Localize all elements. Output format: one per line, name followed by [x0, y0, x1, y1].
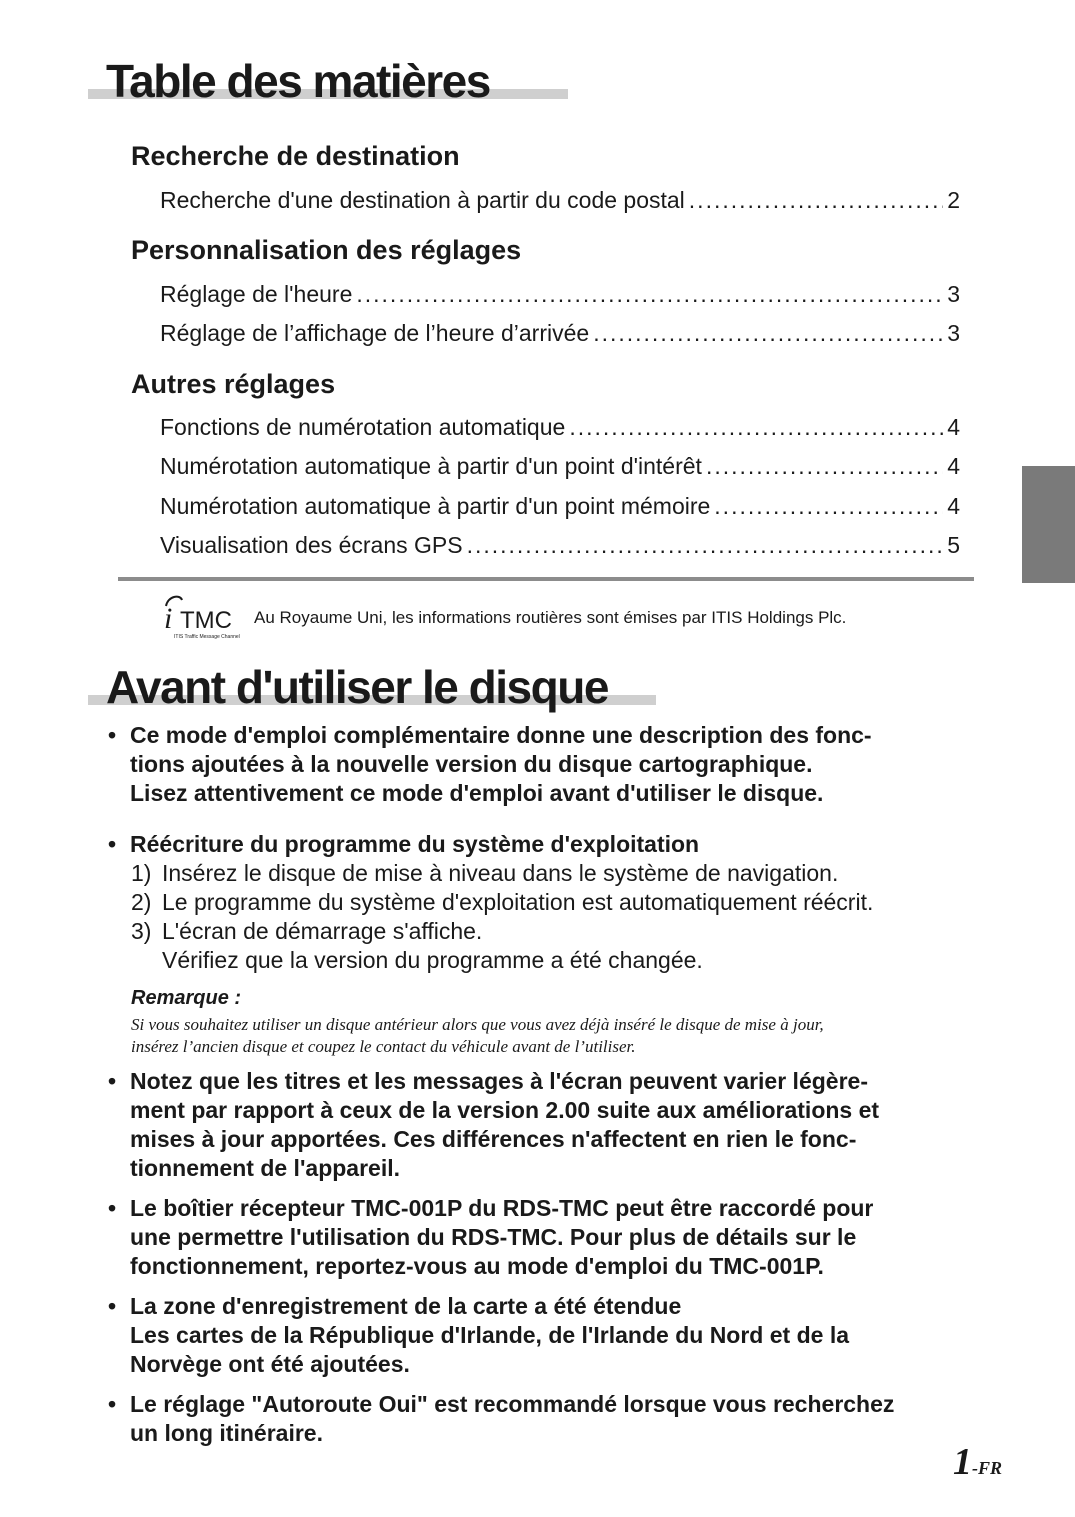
- bullet-line: tions ajoutées à la nouvelle version du disque cartographique.: [130, 751, 813, 777]
- bullet-line: La zone d'enregistrement de la carte a été étendue: [130, 1293, 682, 1319]
- toc-divider: [118, 577, 974, 581]
- bullet-line: mises à jour apportées. Ces différences n'affectent en rien le fonc-: [130, 1126, 857, 1152]
- toc-entry-label: Numérotation automatique à partir d'un point mémoire: [160, 493, 711, 519]
- bullet-marker: •: [108, 1391, 117, 1417]
- toc-entry[interactable]: [160, 414, 960, 441]
- toc-entry-label: Recherche d'une destination à partir du code postal: [160, 187, 685, 213]
- step-text: Vérifiez que la version du programme a été changée.: [162, 947, 703, 973]
- step-item: [131, 946, 873, 975]
- page-number-suffix: -FR: [972, 1458, 1003, 1478]
- toc-leader-dots: [356, 281, 943, 308]
- toc-entry-label: Visualisation des écrans GPS: [160, 532, 463, 558]
- itmc-logo-text: TMC: [180, 607, 232, 634]
- bullet-item: [108, 1194, 968, 1281]
- bullet-line: ment par rapport à ceux de la version 2.00 suite aux améliorations et: [130, 1097, 880, 1123]
- bullet-marker: •: [108, 831, 117, 857]
- page-number: [953, 1440, 1002, 1484]
- toc-entry-label: Numérotation automatique à partir d'un point d'intérêt: [160, 453, 702, 479]
- bullet-line: fonctionnement, reportez-vous au mode d'emploi du TMC-001P.: [130, 1253, 824, 1279]
- toc-entry-label: Réglage de l'heure: [160, 281, 353, 307]
- toc-entry-page: 4: [947, 414, 960, 440]
- itmc-logo-icon: [160, 590, 242, 640]
- toc-entry[interactable]: [160, 320, 960, 347]
- toc-entry-page: 3: [947, 281, 960, 307]
- toc-section-heading: Recherche de destination: [131, 141, 460, 171]
- toc-leader-dots: [689, 187, 943, 214]
- bullet-line: tionnement de l'appareil.: [130, 1155, 401, 1181]
- remark-title: Remarque :: [131, 987, 242, 1009]
- toc-entry[interactable]: [160, 453, 960, 480]
- bullet-line: Réécriture du programme du système d'exploitation: [130, 831, 700, 857]
- toc-entry-label: Réglage de l’affichage de l’heure d’arrivée: [160, 320, 590, 346]
- toc-leader-dots: [569, 414, 943, 441]
- toc-title: Table des matières: [106, 55, 490, 107]
- bullet-item: [108, 1390, 968, 1448]
- remark-text: [131, 1014, 824, 1058]
- tmc-note: Au Royaume Uni, les informations routières sont émises par ITIS Holdings Plc.: [254, 608, 847, 627]
- bullet-line: un long itinéraire.: [130, 1420, 323, 1446]
- toc-entry[interactable]: [160, 493, 960, 520]
- toc-entry[interactable]: [160, 187, 960, 214]
- step-item: [131, 917, 873, 946]
- svg-text:i: i: [164, 602, 173, 635]
- toc-entry-page: 4: [947, 453, 960, 479]
- toc-leader-dots: [714, 493, 943, 520]
- toc-leader-dots: [467, 532, 944, 559]
- toc-entry-page: 2: [947, 187, 960, 213]
- step-list: [131, 859, 873, 975]
- bullet-line: Le boîtier récepteur TMC-001P du RDS-TMC peut être raccordé pour: [130, 1195, 874, 1221]
- toc-leader-dots: [706, 453, 943, 480]
- toc-entry-page: 5: [947, 532, 960, 558]
- bullet-marker: •: [108, 722, 117, 748]
- bullet-item: [108, 830, 968, 859]
- remark-line: insérez l’ancien disque et coupez le contact du véhicule avant de l’utiliser.: [131, 1037, 636, 1056]
- step-item: [131, 859, 873, 888]
- side-tab-marker: [1022, 466, 1075, 583]
- bullet-line: Les cartes de la République d'Irlande, de l'Irlande du Nord et de la: [130, 1322, 849, 1348]
- bullet-line: Ce mode d'emploi complémentaire donne une description des fonc-: [130, 722, 872, 748]
- bullet-marker: •: [108, 1195, 117, 1221]
- bullet-line: Lisez attentivement ce mode d'emploi avant d'utiliser le disque.: [130, 780, 824, 806]
- itmc-logo-subtext: ITIS Traffic Message Channel: [174, 634, 240, 640]
- remark-line: Si vous souhaitez utiliser un disque antérieur alors que vous avez déjà inséré le disque de mise à jour,: [131, 1015, 824, 1034]
- toc-entry[interactable]: [160, 281, 960, 308]
- toc-entry-page: 4: [947, 493, 960, 519]
- toc-entry-page: 3: [947, 320, 960, 346]
- step-text: L'écran de démarrage s'affiche.: [162, 918, 483, 944]
- bullet-marker: •: [108, 1293, 117, 1319]
- bullet-marker: •: [108, 1068, 117, 1094]
- bullet-item: [108, 1292, 968, 1379]
- step-item: [131, 888, 873, 917]
- bullet-line: Norvège ont été ajoutées.: [130, 1351, 410, 1377]
- toc-entry[interactable]: [160, 532, 960, 559]
- step-text: Le programme du système d'exploitation est automatiquement réécrit.: [162, 889, 874, 915]
- bullet-line: Notez que les titres et les messages à l'écran peuvent varier légère-: [130, 1068, 868, 1094]
- toc-section-heading: Autres réglages: [131, 369, 336, 399]
- bullet-line: Le réglage "Autoroute Oui" est recommandé lorsque vous recherchez: [130, 1391, 895, 1417]
- toc-entry-label: Fonctions de numérotation automatique: [160, 414, 566, 440]
- toc-section-heading: Personnalisation des réglages: [131, 235, 522, 265]
- page-number-value: 1: [953, 1441, 972, 1483]
- step-number: 3): [131, 918, 152, 944]
- bullet-line: une permettre l'utilisation du RDS-TMC. Pour plus de détails sur le: [130, 1224, 857, 1250]
- toc-leader-dots: [593, 320, 943, 347]
- intro-title: Avant d'utiliser le disque: [106, 661, 608, 713]
- step-number: 2): [131, 889, 152, 915]
- bullet-item: [108, 721, 968, 808]
- step-number: 1): [131, 860, 152, 886]
- bullet-item: [108, 1067, 968, 1183]
- step-text: Insérez le disque de mise à niveau dans le système de navigation.: [162, 860, 839, 886]
- step-number: [131, 946, 162, 975]
